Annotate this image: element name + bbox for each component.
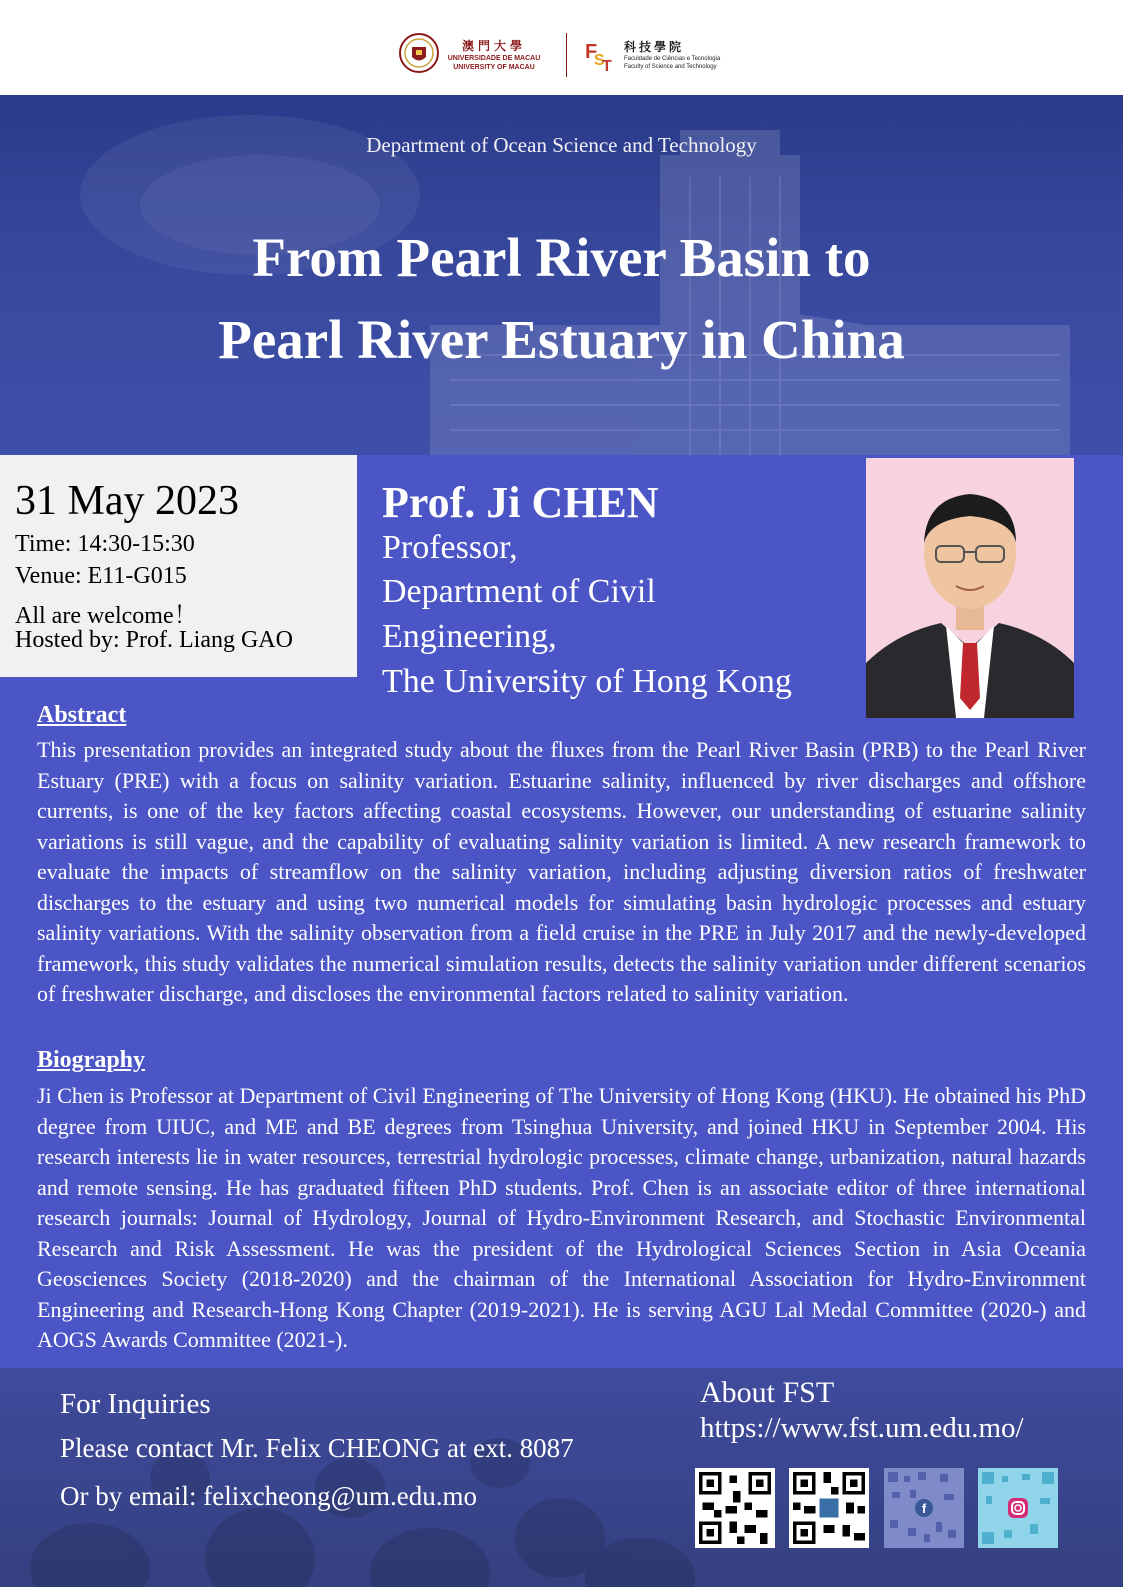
um-seal-icon	[399, 33, 439, 73]
talk-title-line1: From Pearl River Basin to	[252, 227, 871, 288]
um-name-en: UNIVERSITY OF MACAU	[453, 64, 535, 71]
speaker-photo	[866, 458, 1074, 718]
um-name-cn: 澳門大學	[461, 39, 526, 53]
abstract-heading: Abstract	[37, 702, 127, 728]
department-name: Department of Ocean Science and Technology	[366, 133, 757, 157]
fst-logo-icon	[585, 38, 615, 72]
talk-title-line2: Pearl River Estuary in China	[218, 309, 905, 370]
fst-name-cn: 科技學院	[624, 40, 685, 54]
speaker-name: Prof. Ji CHEN	[382, 478, 659, 527]
svg-text:T: T	[602, 58, 612, 72]
um-name-pt: UNIVERSIDADE DE MACAU	[447, 55, 541, 62]
about-fst-heading: About FST	[700, 1376, 835, 1409]
speaker-title: Professor,	[382, 529, 518, 566]
contact-line: Please contact Mr. Felix CHEONG at ext. 8087	[60, 1433, 574, 1463]
event-welcome: All are welcome！	[15, 603, 198, 629]
hero-banner	[0, 95, 1123, 455]
facebook-qr-icon[interactable]	[884, 1468, 964, 1548]
inquiries-heading: For Inquiries	[60, 1388, 211, 1420]
instagram-qr-icon[interactable]	[978, 1468, 1058, 1548]
um-wordmark	[444, 37, 544, 72]
wechat-qr-icon[interactable]	[789, 1468, 869, 1548]
speaker-department-cont: Engineering,	[382, 618, 557, 655]
fst-name-en: Faculty of Science and Technology	[624, 64, 717, 70]
logo-header	[0, 0, 1123, 95]
biography-heading: Biography	[37, 1047, 146, 1073]
event-time: Time: 14:30-15:30	[15, 531, 195, 557]
fst-wordmark	[624, 38, 720, 71]
email-line[interactable]: Or by email: felixcheong@um.edu.mo	[60, 1481, 478, 1511]
biography-text: Ji Chen is Professor at Department of Civil Engineering of The University of Hong Kong (HKU). He obtained his PhD degree from UIUC, and ME and BE degrees from Tsinghua University, and joined HKU in September 2004. His research interests lie in water resources, terrestrial hydrologic processes, climate change, urbanization, natural hazards and remote sensing. He has graduated fifteen PhD students. Prof. Chen is an associate editor of three international research journals: Journal of Hydrology, Journal of Hydro-Environment Research, and Stochastic Environmental Research and Risk Assessment. He was the president of the Hydrological Sciences Section in Asia Oceania Geosciences Society (2018-2020) and the chairman of the International Association for Hydro-Environment Engineering and Research-Hong Kong Chapter (2019-2021). He is serving AGU Lal Medal Committee (2020-) and AOGS Awards Committee (2021-).	[37, 1083, 1086, 1352]
logo-divider	[566, 33, 567, 77]
svg-text:F: F	[585, 41, 598, 63]
speaker-university: The University of Hong Kong	[382, 663, 792, 700]
website-qr-icon[interactable]	[695, 1468, 775, 1548]
event-info-box	[0, 455, 357, 677]
svg-text:S: S	[594, 52, 605, 69]
fst-website-link[interactable]: https://www.fst.um.edu.mo/	[700, 1412, 1024, 1444]
fst-name-pt: Faculdade de Ciências e Tecnologia	[624, 56, 721, 62]
svg-text:f: f	[921, 1501, 927, 1516]
event-date: 31 May 2023	[15, 478, 239, 524]
abstract-text: This presentation provides an integrated study about the fluxes from the Pearl River Basin (PRB) to the Pearl River Estuary (PRE) with a focus on salinity variation. Estuarine salinity, influenced by river discharges and offshore currents, is one of the key factors affecting coastal ecosystems. However, our understanding of estuarine salinity variations is still vague, and the capability of evaluating salinity variation is limited. A new research framework to evaluate the impacts of streamflow on the salinity variation, including adjusting diversion ratios of freshwater discharges to the estuary and using two numerical models for simulating basin hydrologic processes and estuary salinity variations. With the salinity observation from a field cruise in the PRE in July 2017 and the newly-developed framework, this study validates the numerical simulation results, detects the salinity variation under different scenarios of freshwater discharge, and discloses the environmental factors related to salinity variation.	[37, 737, 1086, 1006]
event-host: Hosted by: Prof. Liang GAO	[15, 627, 293, 653]
speaker-department: Department of Civil	[382, 573, 656, 610]
event-venue: Venue: E11-G015	[15, 563, 187, 589]
